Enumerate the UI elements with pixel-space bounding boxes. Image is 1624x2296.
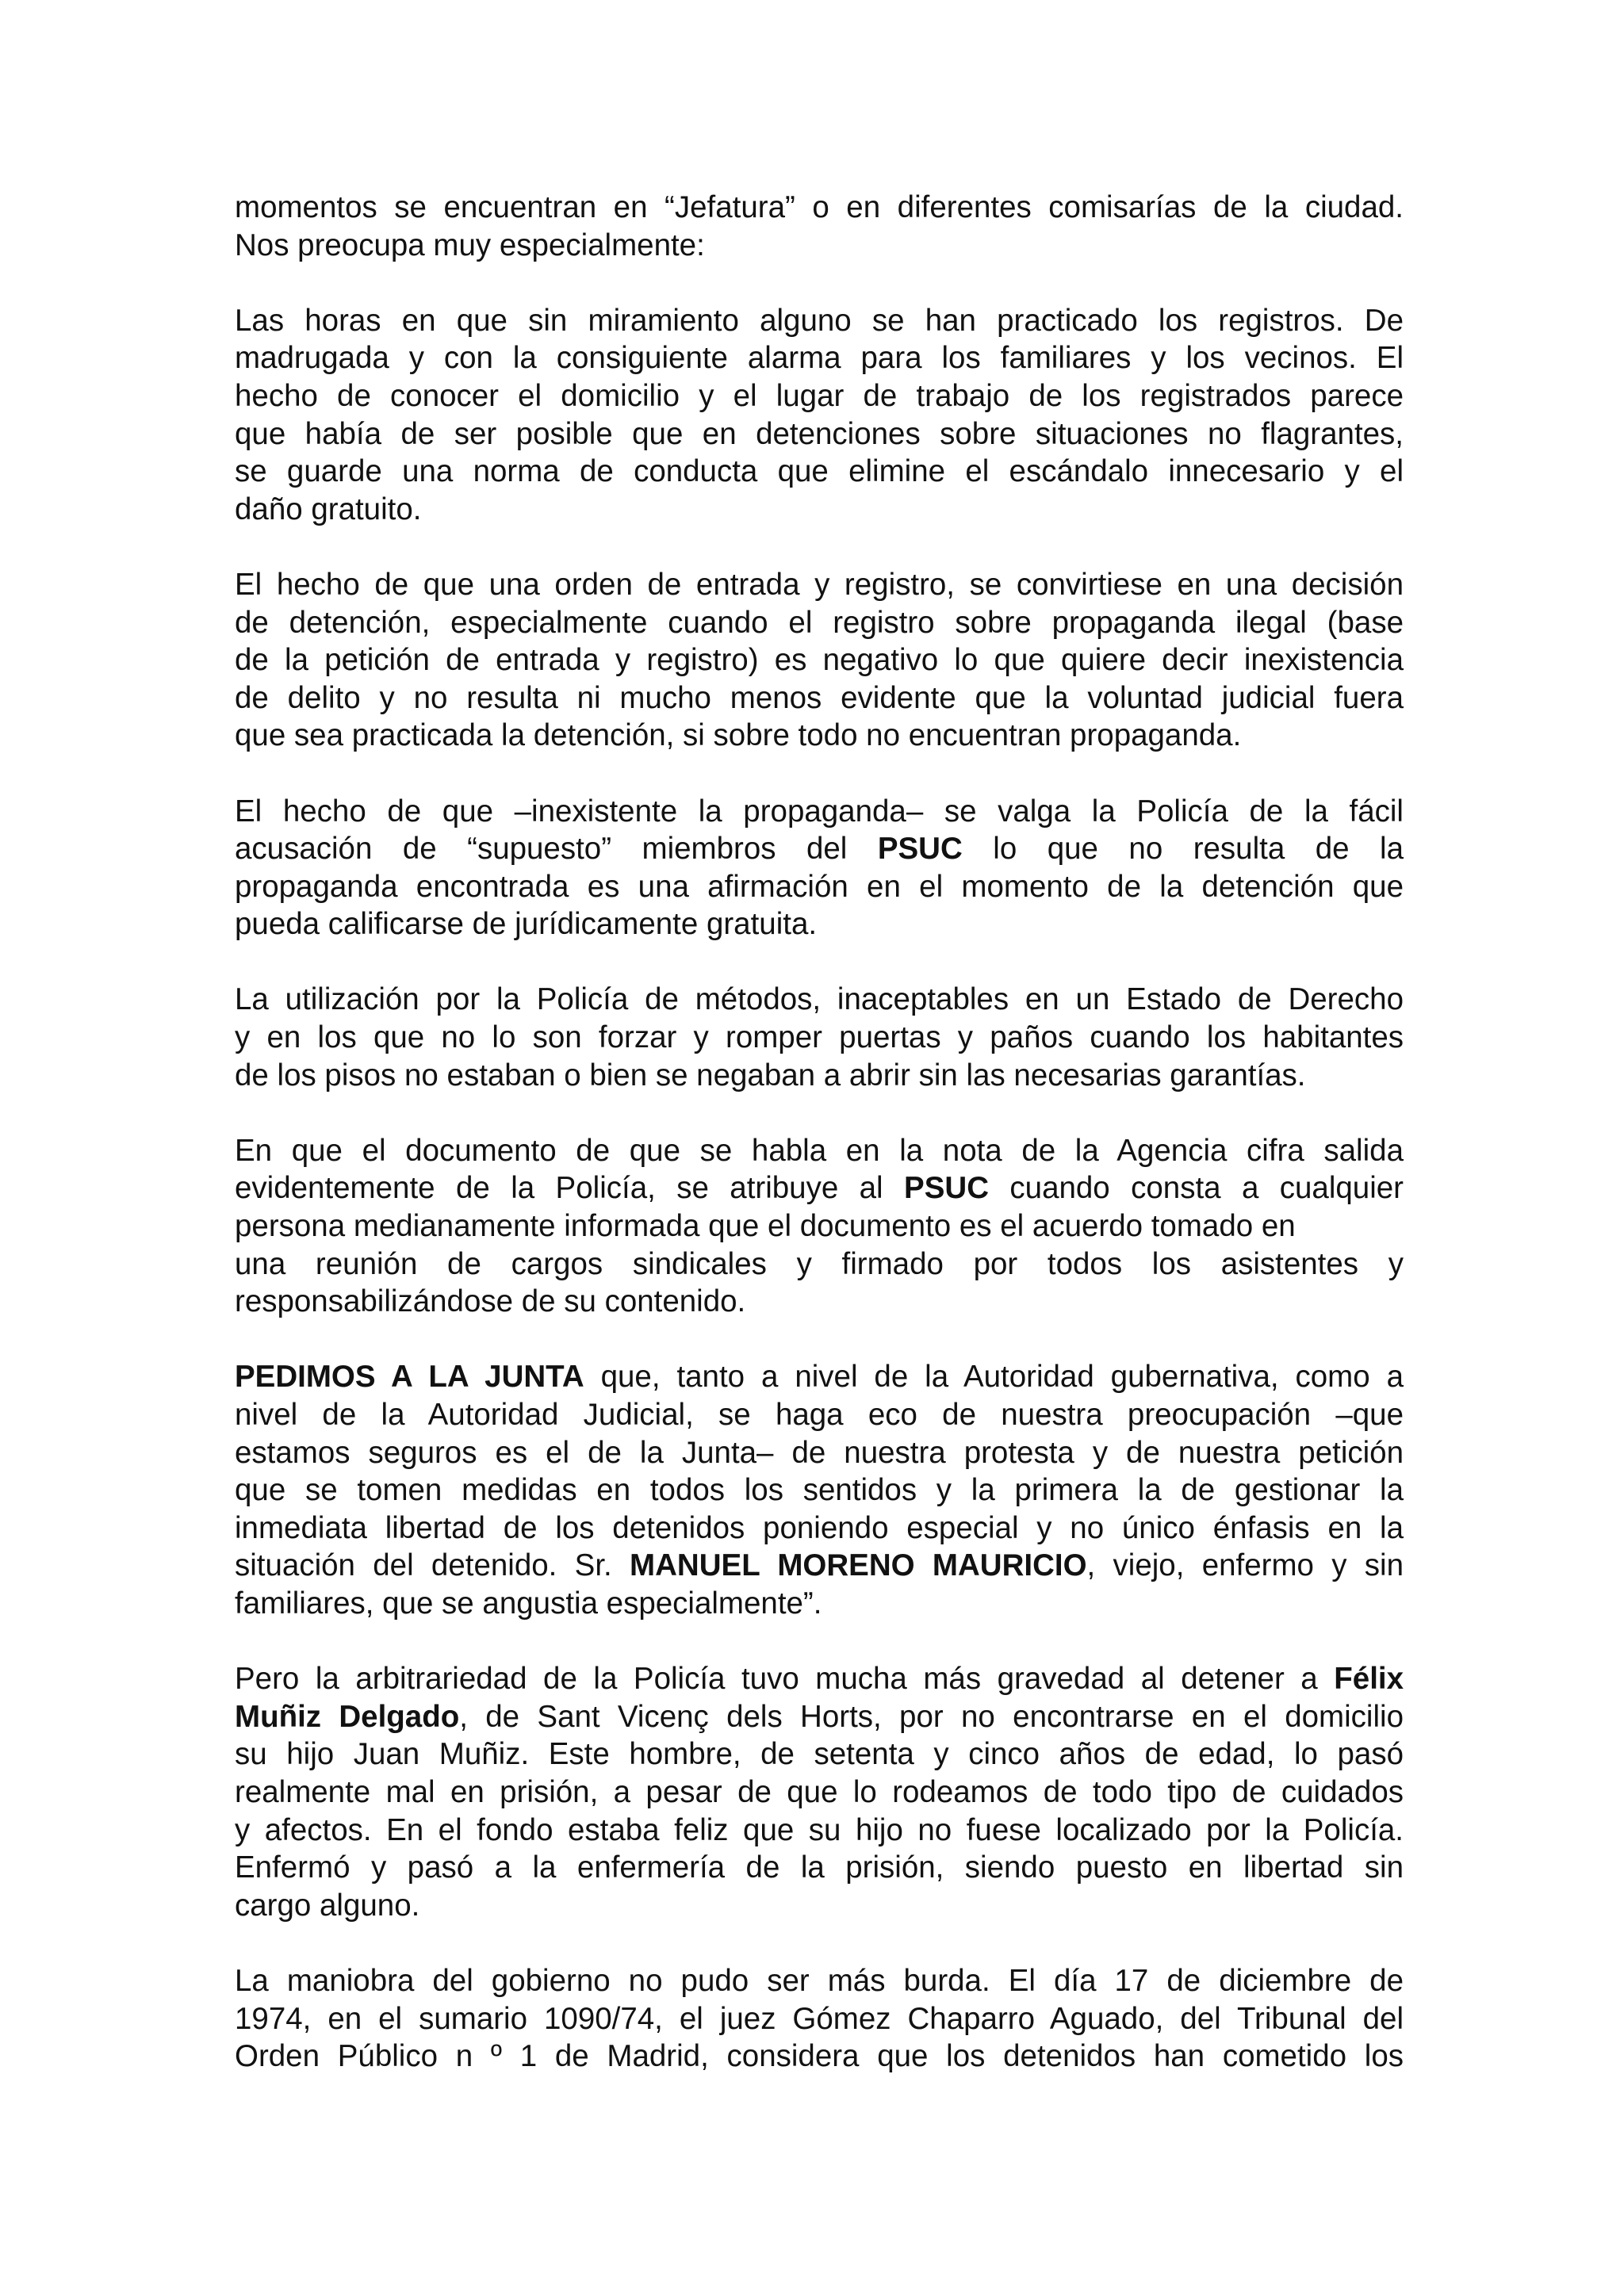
psuc-bold: PSUC (877, 832, 963, 867)
paragraph-orden-entrada (235, 566, 1404, 755)
text-line (235, 1358, 1404, 1396)
text-segment: que, tanto a nivel de la Autoridad gubernativa, como a (584, 1360, 1404, 1395)
text-line: que se tomen medidas en todos los sentidos y la primera la de gestionar la (235, 1473, 1404, 1508)
text-line: La maniobra del gobierno no pudo ser más burda. El día 17 de diciembre de (235, 1963, 1404, 1998)
text-line: Orden Público n º 1 de Madrid, considera que los detenidos han cometido los (235, 2039, 1404, 2074)
text-line: de la petición de entrada y registro) es negativo lo que quiere decir inexistencia (235, 643, 1404, 678)
text-line: persona medianamente informada que el documento es el acuerdo tomado en (235, 1209, 1296, 1244)
paragraph-registros (235, 302, 1404, 529)
text-line: madrugada y con la consiguiente alarma para los familiares y los vecinos. El (235, 341, 1404, 376)
text-line: momentos se encuentran en “Jefatura” o en diferentes comisarías de la ciudad. (235, 190, 1404, 224)
text-segment: Pero la arbitrariedad de la Policía tuvo mucha más gravedad al detener a (235, 1662, 1335, 1697)
paragraph-metodos (235, 981, 1404, 1094)
paragraph-jefatura (235, 189, 1404, 264)
text-line: de delito y no resulta ni mucho menos evidente que la voluntad judicial fuera (235, 680, 1404, 715)
text-line: que sea practicada la detención, si sobre todo no encuentran propaganda. (235, 718, 1242, 753)
text-line (235, 1698, 1404, 1736)
text-line: nivel de la Autoridad Judicial, se haga eco de nuestra preocupación –que (235, 1398, 1404, 1432)
text-line: de detención, especialmente cuando el registro sobre propaganda ilegal (base (235, 605, 1404, 640)
text-line (235, 1660, 1404, 1698)
paragraph-arbitrariedad (235, 1660, 1404, 1924)
paragraph-inexistente-propaganda (235, 793, 1404, 943)
text-line: hecho de conocer el domicilio y el lugar de trabajo de los registrados parece (235, 378, 1404, 413)
manuel-moreno-bold: MANUEL MORENO MAURICIO (630, 1548, 1087, 1583)
text-line: pueda calificarse de jurídicamente gratuita. (235, 907, 818, 942)
text-line: propaganda encontrada es una afirmación en el momento de la detención que (235, 869, 1404, 904)
text-segment: , viejo, enfermo y sin (1086, 1548, 1404, 1583)
text-line: responsabilizándose de su contenido. (235, 1284, 746, 1319)
text-line: Enfermó y pasó a la enfermería de la prisión, siendo puesto en libertad sin (235, 1850, 1404, 1885)
text-line: una reunión de cargos sindicales y firmado por todos los asistentes y (235, 1246, 1404, 1281)
text-segment: cuando consta a cualquier (989, 1171, 1404, 1206)
text-segment: , de Sant Vicenç dels Horts, por no encontrarse en el domicilio (459, 1699, 1404, 1734)
text-line: de los pisos no estaban o bien se negaban a abrir sin las necesarias garantías. (235, 1058, 1306, 1093)
document-page (235, 189, 1404, 2076)
text-line: La utilización por la Policía de métodos, inaceptables en un Estado de Derecho (235, 982, 1404, 1017)
paragraph-documento-agencia (235, 1132, 1404, 1321)
psuc-bold: PSUC (904, 1171, 989, 1206)
paragraph-pedimos (235, 1358, 1404, 1622)
text-line: En que el documento de que se habla en la nota de la Agencia cifra salida (235, 1133, 1404, 1168)
muniz-delgado-bold: Muñiz Delgado (235, 1699, 460, 1734)
text-segment: lo que no resulta de la (962, 832, 1404, 867)
felix-bold: Félix (1334, 1662, 1404, 1697)
text-line: cargo alguno. (235, 1888, 420, 1923)
text-line: 1974, en el sumario 1090/74, el juez Gómez Chaparro Aguado, del Tribunal del (235, 2001, 1404, 2036)
text-line: inmediata libertad de los detenidos poniendo especial y no único énfasis en la (235, 1510, 1404, 1545)
text-segment: situación del detenido. Sr. (235, 1548, 630, 1583)
paragraph-maniobra (235, 1962, 1404, 2076)
text-line: El hecho de que una orden de entrada y registro, se convirtiese en una decisión (235, 567, 1404, 602)
text-line (235, 1169, 1404, 1207)
text-line (235, 830, 1404, 868)
pedimos-bold: PEDIMOS A LA JUNTA (235, 1360, 584, 1395)
text-line (235, 1547, 1404, 1585)
text-line: Las horas en que sin miramiento alguno se han practicado los registros. De (235, 303, 1404, 338)
text-segment: acusación de “supuesto” miembros del (235, 832, 878, 867)
text-line: daño gratuito. (235, 492, 422, 526)
text-line: Nos preocupa muy especialmente: (235, 228, 705, 262)
text-line: familiares, que se angustia especialmente”. (235, 1586, 822, 1621)
text-line: y en los que no lo son forzar y romper puertas y paños cuando los habitantes (235, 1020, 1404, 1055)
text-segment: evidentemente de la Policía, se atribuye al (235, 1171, 905, 1206)
text-line: y afectos. En el fondo estaba feliz que su hijo no fuese localizado por la Policía. (235, 1812, 1404, 1847)
text-line: su hijo Juan Muñiz. Este hombre, de setenta y cinco años de edad, lo pasó (235, 1737, 1404, 1772)
text-line: estamos seguros es el de la Junta– de nuestra protesta y de nuestra petición (235, 1435, 1404, 1470)
text-line: realmente mal en prisión, a pesar de que lo rodeamos de todo tipo de cuidados (235, 1774, 1404, 1809)
text-line: se guarde una norma de conducta que elimine el escándalo innecesario y el (235, 454, 1404, 489)
text-line: El hecho de que –inexistente la propaganda– se valga la Policía de la fácil (235, 794, 1404, 828)
text-line: que había de ser posible que en detenciones sobre situaciones no flagrantes, (235, 416, 1404, 451)
